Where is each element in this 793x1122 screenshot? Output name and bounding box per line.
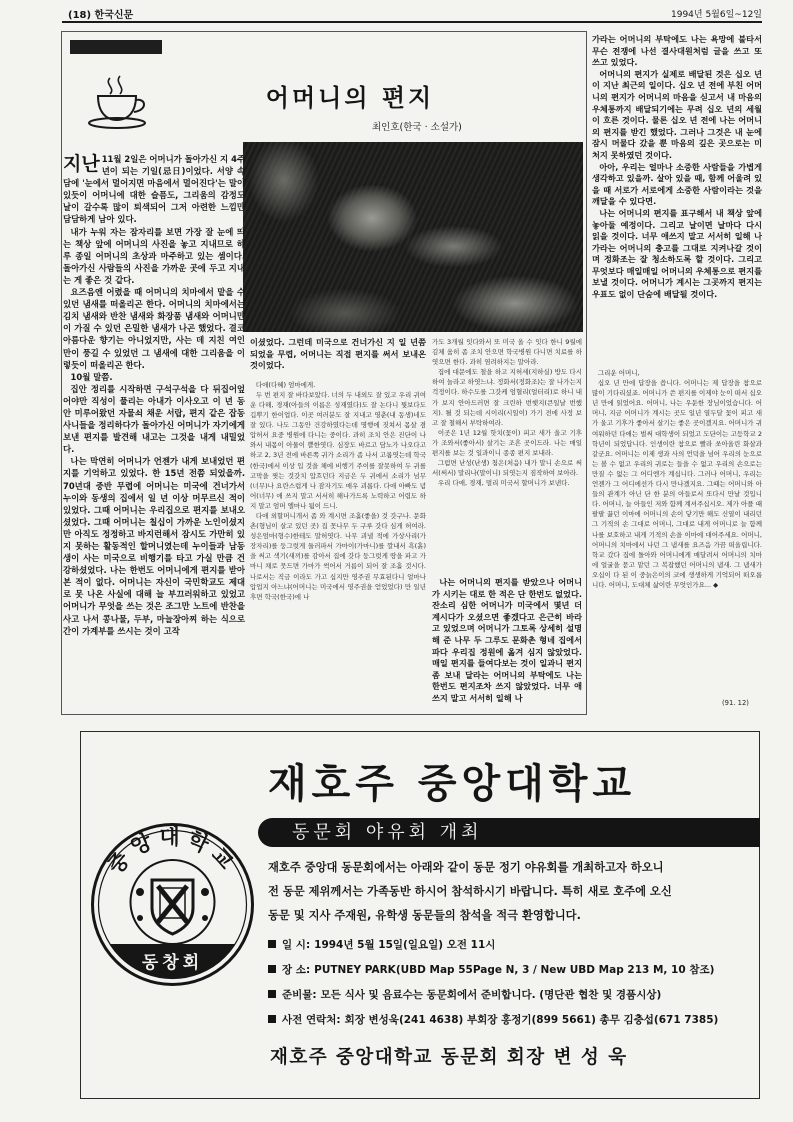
seal-ring-text: 중앙대학교	[102, 825, 243, 879]
article-column-3	[432, 577, 582, 712]
item-label: 준비물:	[282, 989, 317, 1001]
item-value: 1994년 5월 15일(일요일) 오전 11시	[314, 939, 496, 951]
drop-cap: 지난	[63, 153, 100, 175]
ad-body-line: 동문 및 지사 주재원, 유학생 동문들의 참석을 적극 환영합니다.	[268, 909, 581, 922]
square-bullet-icon	[268, 990, 276, 998]
article-photo	[243, 142, 583, 332]
paragraph-text: 11월 2일은 어머니가 돌아가신 지 4주년이 되는 기일(忌日)이었다. 서양 속담에 '눈에서 멀어지면 마음에서 멀어진다'는 말이 있듯이 어머니에 대한 슬픔도, 그리움의 감정도 날이 갈수록 많이 퇴색되어 그저 아련한 느낌만 담담하게 남아 있다.	[63, 154, 245, 225]
letter-paragraph: 가도 3개월 잇다와서 또 미국 올 수 잇다 한니 9월에 김체 움히 좀 조치 안으면 학국병원 다니면 치료를 하엿으면 한다. 과히 염려하지는 말아라.	[432, 338, 582, 367]
list-item	[268, 933, 756, 958]
article-paragraph: 요즈음엔 어렸을 때 어머니의 치마에서 맡을 수 있던 냄새를 떠올리곤 한다. 어머니의 치마에서는 김치 냄새와 반찬 냄새와 화장품 냄새와 어머니만이 가질 수 있던 은밀한 냄새가 나곤 했었다. 결코 아름다운 향기는 아니었지만, 사는 데 지친 여인만이 풍길 수 있었던 그 냄새에 대한 그리움을 이렇듯이 떠올리곤 한다.	[63, 287, 245, 370]
article-paragraph: 나는 막연히 어머니가 언젠가 내게 보내었던 편지를 기억하고 있었다. 한 15년 전쯤 되었을까. 70년대 중반 무렵에 어머니는 미국에 건너가서 누이와 동생의 집에서 일 년 이상 머무르신 적이 있었다. 그때 어머니는 우리집으로 편지를 보내오셨었다. 그때 어머니는 칠십이 가까운 노인이셨지만 아직도 정정하고 바지런해서 잠시도 가만히 있지 못하는 활동적인 할머니였는데 누이들과 남동생이 사는 미국으로 비행기를 타고 가실 만큼 건강하셨었다. 나는 한번도 어머니에게 편지를 받아본 적이 없다. 어머니는 자신이 국민학교도 제대로 못 나온 사실에 대해 늘 부끄러워하고 있었고 어머니가 무엇을 쓰는 것은 조그만 노트에 반찬을 사고 나서 콩나물, 두부, 마늘장아찌 하는 식으로 간이 가계부를 쓰시는 것이 고작	[63, 456, 245, 636]
article-paragraph: 나는 어머니의 편지를 받았으나 어머니가 시키는 대로 한 적은 단 한번도 없었다. 잔소리 심한 어머니가 미국에서 몇년 더 계시다가 오셨으면 좋겠다고 은근히 바라고 있었으며 어머니가 그토록 상세히 설명해 준 나무 두 그루도 문화촌 형네 집에서 파다 우리집 정원에 옮겨 심지 않았었다. 매일 편지를 들여다보는 것이 일과니 편지 좀 보내 달라는 어머니의 부탁에도 나는 한번도 편지조차 쓰지 않았었다. 너무 애쓰지 말고 서서히 일해 나	[432, 577, 582, 703]
article-paragraph: 나는 어머니의 편지를 표구해서 내 책상 앞에 놓아둘 예정이다. 그리고 날이면 날마다 다시 읽을 것이다. 너무 애쓰지 말고 서서히 일해 나가라는 어머니의 충고를 그대로 지켜나갈 것이며 정화조는 잘 청소하도록 할 것이다. 그리고 무엇보다 매일매일 어머니의 우체통으로 편지를 보낼 것이다. 어머니가 계시는 그곳까지 편지는 우표도 없이 단숨에 배달될 것이다.	[592, 207, 762, 300]
article-paragraph: 10월 말쯤.	[70, 371, 113, 382]
list-item	[268, 983, 756, 1008]
ad-banner-text: 동문회 야유회 개최	[292, 822, 483, 843]
square-bullet-icon	[268, 965, 276, 973]
article-title: 어머니의 편지	[265, 84, 435, 112]
item-label: 사전 연락처:	[282, 1014, 341, 1026]
item-value: 회장 변성욱(241 4638) 부회장 홍정기(899 5661) 총무 김충섭(671 7385)	[344, 1014, 719, 1026]
list-item	[268, 958, 756, 983]
article-byline: 최인호(한국 · 소설가)	[372, 122, 462, 133]
article-paragraph: 아아, 우리는 얼마나 소중한 사람들을 가볍게 생각하고 있을까. 살아 있을 때, 함께 어울려 있을 때 서로가 서로에게 소중한 사람이라는 것을 깨달을 수 있다면.	[592, 161, 762, 207]
item-label: 장 소:	[282, 964, 311, 976]
square-bullet-icon	[268, 1015, 276, 1023]
ad-details-list	[268, 933, 756, 1033]
ad-signature: 재호주 중앙대학교 동문회 회장 변 성 욱	[270, 1047, 628, 1068]
letter-paragraph: 이곳은 1년 12월 핫치(꽃이) 피고 새가 울고 기후가 조와서(좋아서) 살기는 조흔 곳이드라. 나는 매일 편지를 보는 것 일과이니 종종 편지 보내라.	[432, 428, 582, 458]
quoted-letter	[250, 380, 426, 602]
item-label: 일 시:	[282, 939, 311, 951]
seal-band-text: 동창회	[141, 953, 204, 973]
letter-paragraph: 다애 외할머니개서 좀 와 계시면 조흘(좋을) 것 갓구나. 문화촌(형님이 살고 있던 곳) 집 꼿나무 두 구루 갓다 심게 허여라. 성은엄마(형수)한테도 말허엿다. 나무 괴낼 적에 가상사리(가장자리)를 둥그럿게 둘러파서 가마이(가마니)를 깔내서 흑(흙)을 써고 색기(새끼)를 감아서 집에 갓다 둥그럿게 땅을 파고 가마니 채로 뭇드면 가마가 썩어서 거름이 되어 잘 조흘 것시다. 나로서는 직금 이라도 가고 십지만 영주권 무효된다니 얼마나 압업지 아느냐(어머니는 미국에서 영주권을 얻었었다) 만 일년 후면 학국(한국)에 나	[250, 512, 426, 601]
issue-date: 1994년 5월6일~12일	[671, 10, 762, 20]
article-paragraph: 내가 누워 자는 잠자리를 보면 가장 잘 눈에 띄는 책상 앞에 어머니의 사진을 놓고 지내므로 하루 종일 어머니의 초상과 마주하고 있는 셈이다. 돌아가신 사람들의 사진을 가까운 곳에 두고 지내는 게 좋은 것 같다.	[63, 226, 245, 285]
article-paragraph: 이셨었다. 그런데 미국으로 건너가신 지 일 년쯤 되었을 무렵, 어머니는 직접 편지를 써서 보내온 것이었다.	[250, 337, 426, 371]
ad-title: 재호주 중앙대학교	[268, 761, 637, 807]
article-paragraph: 가라는 어머니의 부탁에도 나는 욕망에 불타서 무슨 전쟁에 나선 결사대원처럼 글을 쓰고 또 쓰고 있었다.	[592, 34, 762, 68]
item-value: PUTNEY PARK(UBD Map 55Page N, 3 / New UBD Map 213 M, 10 참조)	[314, 964, 715, 976]
article-column-2	[250, 337, 426, 712]
letter-paragraph: 십오 년 만에 답장을 씁니다. 어머니는 제 답장을 참으로 많이 기다리셨죠. 어머니가 쓴 편지를 이제야 눈이 떠서 십오 년 만에 읽었어요. 어머니, 나는 우둔한 장님이었습니다. 어머니, 지금 어머니가 계시는 곳도 일년 열두달 꽃이 피고 새가 울고 기후가 좋아서 살기는 좋은 곳이겠지요. 어머니가 귀여워하던 다애는 벌써 대학생이 되었고 도단이는 고등학교 2학년이 되었답니다. 인생이란 참으로 빨라 쏘아올린 화살과 같군요. 어머니는 이제 생과 사의 언덕을 넘어 우리의 눈으로는 볼 수 없고 우리의 귀로는 들을 수 없고 우리의 손으로는 만질 수 없는 그 어디엔가 계십니다. 그러나 어머니, 우리는 언젠가 그 어디에선가 다시 만나겠지요. 그때는 어머니와 아들의 관계가 아닌 단 한 분의 아들로서 또다시 만날 것입니다. 어머니, 늘 아들인 저와 함께 계셔주십시오. 제가 아플 때 팔팔 끓던 이마에 어머니의 손이 닿기만 해도 신열이 내리던 그 기적의 손 그대로 어머니, 그대로 내게 어머니로 늘 함께 나를 보호하고 내게 기적의 손을 이마에 대어주세요. 어머니, 어머니의 치마에서 나던 그 냄새를 요즈음 가끔 떠올립니다. 학교 갔다 집에 돌아와 어머니에게 매달려서 어머니의 치마에 얼굴을 묻고 맡던 그 복잡했던 어머니의 냄새. 그 냄새가 오십이 다 된 이 중늙은이의 코에 생생하게 기억되어 떠오릅니다. 어머니, 도대체 삶이란 무엇인가요... ◆	[592, 379, 762, 589]
ad-body-line: 재호주 중앙대 동문회에서는 아래와 같이 동문 정기 야유회를 개최하고자 하오니	[268, 861, 664, 874]
header-rule	[62, 21, 762, 23]
letter-paragraph: 두 번 편지 잘 바다보았다. 너의 두 내외도 잘 있고 우리 귀여운 다해, 경재(아들의 이름은 성재였다)도 잘 논다니 뭣보다도 깁뿌기 한이업다. 이곳 여러분도 잘 지내고 영춘(내 동생)네도 잘 있다. 나도 그동안 건강하였다는데 명행에 짓쳐서 몸살 겸 압허서 요중 병원에 다니는 중이다. 과히 조치 안은 진단이 나와서 내몸이 아물이 쁠한엿다. 심장도 바르고 담노가 나오다고 하고 2, 3년 전에 바른쪽 귀가 소리가 좀 나서 고롭엿는데 학국(한국)에서 이상 입 것을 체에 비행기 주이를 잘못하여 두 귀를 고막을 찟는 것갓치 압흐던다 지금은 두 귀에서 소리가 넘무(너무)나 요란스럽게 나 잠자기도 매우 괴롭다. 다애 아빠도 념어(너무) 애 쓰지 말고 서서히 해나가드록 노력하고 어렵도 하지 말고 엄머 엘마나 됨이 드니.	[250, 390, 426, 510]
ad-body	[268, 856, 754, 928]
coffee-cup-icon	[86, 74, 154, 130]
letter-paragraph: 다애(다혜) 엄마에게.	[255, 380, 316, 389]
letter-salutation: 그리운 어머니,	[597, 369, 640, 377]
article-paragraph: 어머니의 편지가 실제로 배달된 것은 십오 년이 지난 최근의 일이다. 십오 년 전에 부친 어머니의 편지가 어머니의 마음을 싣고서 내 마음의 우체통까지 배달되기에는 무려 십오 년의 세월이 흐른 것이다. 물론 십오 년 전에 나는 어머니의 편지를 받긴 했었다. 그러나 그것은 내 눈에 잠시 머물다 갔을 뿐 마음의 깊은 곳으로는 미처지 못하였던 것이다.	[592, 68, 762, 160]
square-bullet-icon	[268, 940, 276, 948]
ad-banner	[258, 818, 760, 847]
item-value: 모든 식사 및 음료수는 동문회에서 준비합니다. (명단관 협찬 및 경품시상)	[320, 989, 662, 1001]
article-column-1	[63, 153, 245, 712]
article-paragraph: 집안 정리를 시작하면 구석구석을 다 뒤집어엎어야만 직성이 풀리는 아내가 이사오고 이 년 동안 미루어왔던 자물쇠 채운 서랍, 편지 같은 잡동사니들을 정리하다가 돌아가신 어머니가 자기에게 보낸 편지를 발견해 내고는 그것을 내게 내밀었다.	[63, 383, 245, 455]
section-label-box	[70, 40, 162, 54]
page-number-label: (18) 한국신문	[68, 10, 134, 21]
list-item	[268, 1008, 756, 1033]
letter-paragraph: 집에 대문에도 철을 하고 지허세(지하실) 방도 다시 하여 놀라고 하엿느냐. 정화서(정화조)는 잘 나가는지 걱정이다. 하수도를 그갓케 엄혈리(얼터리)로 하니 내가 보지 안아드러면 잘 크린하 번햇지(큰일날 번했지). 될 것 되는데 시이리(시일이) 가기 전에 사정 보고 잘 철해서 부탁하여라.	[432, 368, 582, 427]
letter-paragraph: 그럼면 난성(난생) 첨은(처음) 내가 말니 손으로 써서(써서) 말리나(말이니) 되엿는지 짐작하여 보아라.	[432, 459, 582, 478]
ad-body-line: 전 동문 제위께서는 가족동반 하시어 참석하시기 바랍니다. 특히 새로 호주에 오신	[268, 885, 672, 898]
alumni-seal-icon	[90, 822, 255, 987]
article-date: (91. 12)	[722, 699, 749, 707]
article-column-4	[592, 34, 762, 354]
article-paragraph	[63, 153, 245, 226]
reply-letter	[592, 368, 762, 698]
quoted-letter-continued	[432, 337, 582, 569]
letter-paragraph: 우리 다애, 경재, 멀리 미국서 할머니가 보낸다.	[437, 479, 570, 488]
